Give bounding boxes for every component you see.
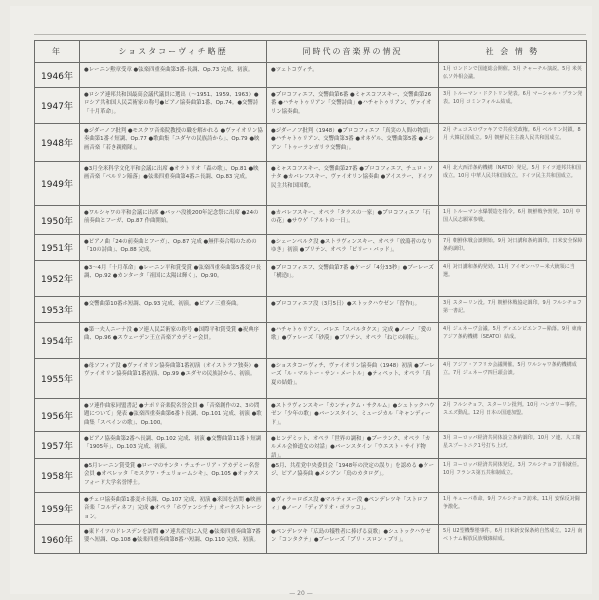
music-cell-text: ●ショスタコーヴィチ、ヴァイオリン協奏曲（1948）初演 ●ブーレーズ「ル・マルトー・サン・メートル」●ティペット、オペラ「真夏の結婚」。	[271, 363, 435, 386]
biography-cell	[80, 399, 267, 432]
society-cell	[439, 162, 587, 206]
biography-cell-text: ●ロシア連邦共和国最高会議代議員に選出（～1951、1959、1963）●ロシア共和国人民芸術家の称号●ピアノ協奏曲第1番、Op.74。●交響詩「十月革命」。	[84, 92, 259, 115]
table-row	[35, 88, 587, 124]
table-row	[35, 162, 587, 206]
society-cell-text: 3月 ヨーロッパ経済共同体設立条約調印。10月 ソ連、人工衛星スプートニク1号打ち上げ。	[443, 435, 581, 449]
society-cell-text: 7月 朝鮮休戦会談開始。9月 対日講和条約調印。日米安全保障条約調印。	[443, 238, 583, 252]
music-cell	[267, 459, 439, 493]
biography-cell-text: ●ピアノ協奏曲第2番ヘ長調、Op.102 完成、初演 ●交響曲第11番ト短調「1905年」、Op.103 完成、初演。	[84, 436, 262, 451]
year-cell: 1957年	[35, 432, 80, 459]
society-cell	[439, 493, 587, 525]
music-cell	[267, 432, 439, 459]
year-cell: 1952年	[35, 261, 80, 297]
music-cell	[267, 124, 439, 162]
society-cell-text: 1月 ロンドンで国連総会開催。3月 チャーチル演説。5月 米英仏ソ外相会議。	[443, 66, 582, 80]
table-row	[35, 359, 587, 399]
society-cell-text: 4月 北大西洋条約機構（NATO）発足。5月 ドイツ連邦共和国成立。10月 中華人民共和国成立。ドイツ民主共和国成立。	[443, 165, 582, 179]
biography-cell	[80, 323, 267, 359]
music-cell-text: ●プロコフィエフ、交響曲第6番 ●ミャスコフスキー、交響曲第26番 ●ハチャトゥリアン「交響詩曲」●ハチャトゥリアン、ヴァイオリン協奏曲。	[271, 92, 432, 115]
society-cell-text: 2月 フルシチョフ、スターリン批判。10月 ハンガリー事件。スエズ動乱。12月 日本の国連加盟。	[443, 402, 580, 416]
society-cell-text: 5月 U2型機撃墜事件。6月 日米新安保条約自然成立。12月 南ベトナム解放民族戦線結成。	[443, 528, 583, 542]
music-cell-text: ●プロコフィエフ、交響曲第7番 ●ケージ「4分33秒」●ブーレーズ「構造Ⅰ」。	[271, 265, 434, 280]
society-cell	[439, 359, 587, 399]
header-society: 社 会 情 勢	[439, 41, 587, 63]
music-cell-text: ●プロコフィエフ没（3月5日）●ストックハウゼン「習作Ⅰ」。	[271, 301, 421, 307]
music-cell-text: ●カバレフスキー、オペラ「タラスの一家」●プロコフィエフ「石の花」●サウゲ「アルトの一日」。	[271, 210, 431, 225]
biography-cell	[80, 493, 267, 525]
year-cell: 1950年	[35, 206, 80, 235]
music-cell	[267, 235, 439, 261]
page-number: — 20 —	[289, 590, 313, 597]
biography-cell	[80, 206, 267, 235]
music-cell-text: ●ハチャトゥリアン、バレエ「スパルタクス」完成 ●ノーノ「愛の歌」●ヴァレーズ「砂漠」●ブリテン、オペラ「ねじの回転」。	[271, 327, 432, 342]
society-cell-text: 1月 ヨーロッパ経済共同体発足。3月 フルシチョフ首相就任。10月 フランス第五共和制成立。	[443, 462, 582, 476]
music-cell-text: ●ジダーノフ批判（1948）●プロコフィエフ「真実の人間の物語」●ハチャトゥリアン、交響曲第3番 ●オネゲル、交響曲第5番 ●メシアン「トゥーランガリラ交響曲」。	[271, 128, 435, 151]
biography-cell-text: ●母ソフィア没 ●ヴァイオリン協奏曲第1番初演（オイストラフ独奏）●ヴァイオリン協奏曲第1番初演、Op.99 ●ユダヤの民族詩から、初演。	[84, 363, 259, 378]
biography-cell	[80, 88, 267, 124]
society-cell-text: 4月 アジア・アフリカ会議開催。5月 ワルシャワ条約機構成立。7月 ジュネーヴ四巨頭会談。	[443, 362, 577, 376]
music-cell-text: ●ミャスコフスキー、交響曲第27番 ●プロコフィエフ、チェロ・ソナタ ●カバレフスキー、ヴァイオリン協奏曲 ●アイスラー、ドイツ民主共和国国歌。	[271, 166, 433, 189]
music-cell	[267, 399, 439, 432]
music-cell	[267, 88, 439, 124]
music-cell-text: ●5月、共産党中央委員会「1948年の決定の誤り」を認める ●ケージ、ピアノ協奏曲 ●メシアン「鳥のカタログ」。	[271, 463, 435, 478]
header-row	[35, 41, 587, 63]
table-row	[35, 432, 587, 459]
table-row	[35, 493, 587, 525]
society-cell	[439, 525, 587, 554]
society-cell	[439, 88, 587, 124]
biography-cell	[80, 432, 267, 459]
society-cell-text: 3月 スターリン没。7月 朝鮮休戦協定調印。9月 フルシチョフ第一書記。	[443, 300, 582, 314]
year-cell: 1956年	[35, 399, 80, 432]
music-cell	[267, 261, 439, 297]
biography-cell	[80, 261, 267, 297]
music-cell	[267, 525, 439, 554]
society-cell	[439, 323, 587, 359]
header-biography: ショスタコーヴィチ略歴	[80, 41, 267, 63]
table-row	[35, 261, 587, 297]
biography-cell	[80, 235, 267, 261]
society-cell-text: 1月 キューバ革命。9月 フルシチョフ訪米。11月 安保反対闘争激化。	[443, 496, 580, 510]
year-cell: 1958年	[35, 459, 80, 493]
biography-cell	[80, 459, 267, 493]
table-row	[35, 206, 587, 235]
music-cell-text: ●ヒンデミット、オペラ「世界の調和」●プーランク、オペラ「カルメル会修道女の対話」●バーンスタイン「ウエスト・サイド物語」。	[271, 436, 431, 458]
year-cell: 1949年	[35, 162, 80, 206]
society-cell	[439, 206, 587, 235]
table-row	[35, 323, 587, 359]
society-cell	[439, 399, 587, 432]
music-cell-text: ●ペンデレツキ「広島の犠牲者に捧げる哀歌」●シュトックハウゼン「コンタクテ」●ブーレーズ「プリ・スロン・プリ」。	[271, 529, 431, 544]
year-cell: 1947年	[35, 88, 80, 124]
society-cell	[439, 297, 587, 323]
document-page	[10, 6, 592, 597]
table-row	[35, 63, 587, 88]
music-cell	[267, 206, 439, 235]
biography-cell-text: ●3～4月「十月革命」●レーニン平和賞受賞 ●弦楽四重奏曲第5番変ロ長調、Op.92 ●カンタータ「祖国に太陽は輝く」、Op.90。	[84, 265, 262, 280]
year-cell: 1960年	[35, 525, 80, 554]
table-row	[35, 235, 587, 261]
chronology-table	[34, 40, 587, 554]
biography-cell	[80, 124, 267, 162]
music-cell	[267, 63, 439, 88]
biography-cell-text: ●ピアノ曲「24の前奏曲とフーガ」、Op.87 完成 ●無伴奏合唱のための「10の詩曲」、Op.88 完成。	[84, 239, 257, 254]
music-cell	[267, 323, 439, 359]
biography-cell	[80, 525, 267, 554]
music-cell	[267, 162, 439, 206]
society-cell	[439, 235, 587, 261]
music-cell	[267, 359, 439, 399]
biography-cell-text: ●交響曲第10番ホ短調、Op.93 完成、初演。●ピアノ三重奏曲。	[84, 301, 242, 307]
biography-cell-text: ●東ドイツのドレスデンを訪問 ●ソ連共産党に入党 ●弦楽四重奏曲第7番嬰ヘ短調、Op.108 ●弦楽四重奏曲第8番ハ短調、Op.110 完成、初演。	[84, 529, 261, 544]
music-cell	[267, 297, 439, 323]
year-cell: 1955年	[35, 359, 80, 399]
society-cell	[439, 432, 587, 459]
biography-cell-text: ●ソ連作曲家同盟書記 ●ナポリ音楽院名誉会員 ●「音楽創作の2、3の問題について」発表 ●弦楽四重奏曲第6番ト長調、Op.101 完成、初演 ●歌曲集「スペインの歌」、Op.100。	[84, 403, 262, 426]
top-rule	[34, 34, 586, 35]
biography-cell-text: ●チェロ協奏曲第1番変ホ長調、Op.107 完成、初演 ●米国を訪問 ●映画音楽「コルディネフ」完成 ●オペラ「ホヴァンシチナ」オーケストレーション。	[84, 497, 262, 520]
society-cell-text: 2月 チェコスロヴァキアで共産党政権。6月 ベルリン封鎖。8月 大韓民国成立。9月 朝鮮民主主義人民共和国成立。	[443, 127, 581, 141]
music-cell	[267, 493, 439, 525]
year-cell: 1953年	[35, 297, 80, 323]
music-cell-text: ●シェーンベルク没 ●ストラヴィンスキー、オペラ「放蕩者のなりゆき」初演 ●ブリテン、オペラ「ビリー・バッド」。	[271, 239, 433, 254]
biography-cell	[80, 297, 267, 323]
society-cell	[439, 261, 587, 297]
table-row	[35, 297, 587, 323]
table-row	[35, 399, 587, 432]
year-cell: 1946年	[35, 63, 80, 88]
biography-cell-text: ●5月レーニン賞受賞 ●ローマのサンタ・チェチーリア・アカデミー名誉会員 ●オペレッタ「モスクワ・チェリョームシキ」、Op.105 ●オックスフォード大学名誉博士。	[84, 463, 260, 486]
biography-cell-text: ●レーニン勲章受章 ●弦楽四重奏曲第3番-長調、Op.73 完成、初演。	[84, 67, 254, 73]
society-cell-text: 4月 対日講和条約発効。11月 アイゼンハワー米大統領に当選。	[443, 264, 575, 278]
biography-cell	[80, 162, 267, 206]
table-row	[35, 124, 587, 162]
table-row	[35, 459, 587, 493]
header-music: 同時代の音楽界の情況	[267, 41, 439, 63]
biography-cell-text: ●ジダーノフ批判 ●モスクワ音楽院教授の職を解かれる ●ヴァイオリン協奏曲第1番イ短調、Op.77 ●歌曲集「ユダヤの民族詩から」、Op.79 ●映画音楽「若き親衛隊」。	[84, 128, 263, 151]
year-cell: 1954年	[35, 323, 80, 359]
table-row	[35, 525, 587, 554]
biography-cell	[80, 359, 267, 399]
year-cell: 1948年	[35, 124, 80, 162]
biography-cell-text: ●ワルシャワの平和会議に出席 ●バッハ没後200年記念祭に出席 ●24の前奏曲とフーガ、Op.87 作曲開始。	[84, 210, 259, 225]
biography-cell-text: ●3月全米科学文化平和会議に出席 ●オラトリオ「森の歌」、Op.81 ●映画音楽「ベルリン陥落」●弦楽四重奏曲第4番ニ長調、Op.83 完成。	[84, 166, 259, 181]
society-cell	[439, 63, 587, 88]
society-cell	[439, 124, 587, 162]
year-cell: 1959年	[35, 493, 80, 525]
society-cell	[439, 459, 587, 493]
year-cell: 1951年	[35, 235, 80, 261]
music-cell-text: ●ツェトコヴィチ。	[271, 67, 318, 73]
music-cell-text: ●ストラヴィンスキー「カンティクム・サクルム」●シュトックハウゼン「少年の歌」●バーンスタイン、ミュージカル「キャンディード」。	[271, 403, 435, 426]
biography-cell	[80, 63, 267, 88]
society-cell-text: 1月 トルーマン水爆製造を指令。6月 朝鮮戦争勃発。10月 中国人民志願軍参戦。	[443, 209, 581, 223]
music-cell-text: ●ヴィラ＝ロボス没 ●マルティヌー没 ●ペンデレツキ「ストロフィ」●ノーノ「ディアリオ・ポラッコ」。	[271, 497, 428, 512]
biography-cell-text: ●第一夫人ニーナ没 ●ソ連人民芸術家の称号 ●国際平和賞受賞 ●祝典序曲、Op.96 ●スウェーデン王立音楽アカデミー会員。	[84, 327, 259, 342]
header-year: 年	[35, 41, 80, 63]
society-cell-text: 4月 ジュネーヴ会議。5月 ディエンビエンフー陥落。9月 東南アジア条約機構（SEATO）結成。	[443, 326, 582, 340]
society-cell-text: 3月 トルーマン・ドクトリン発表。6月 マーシャル・プラン発表。10月 コミンフォルム結成。	[443, 91, 583, 105]
